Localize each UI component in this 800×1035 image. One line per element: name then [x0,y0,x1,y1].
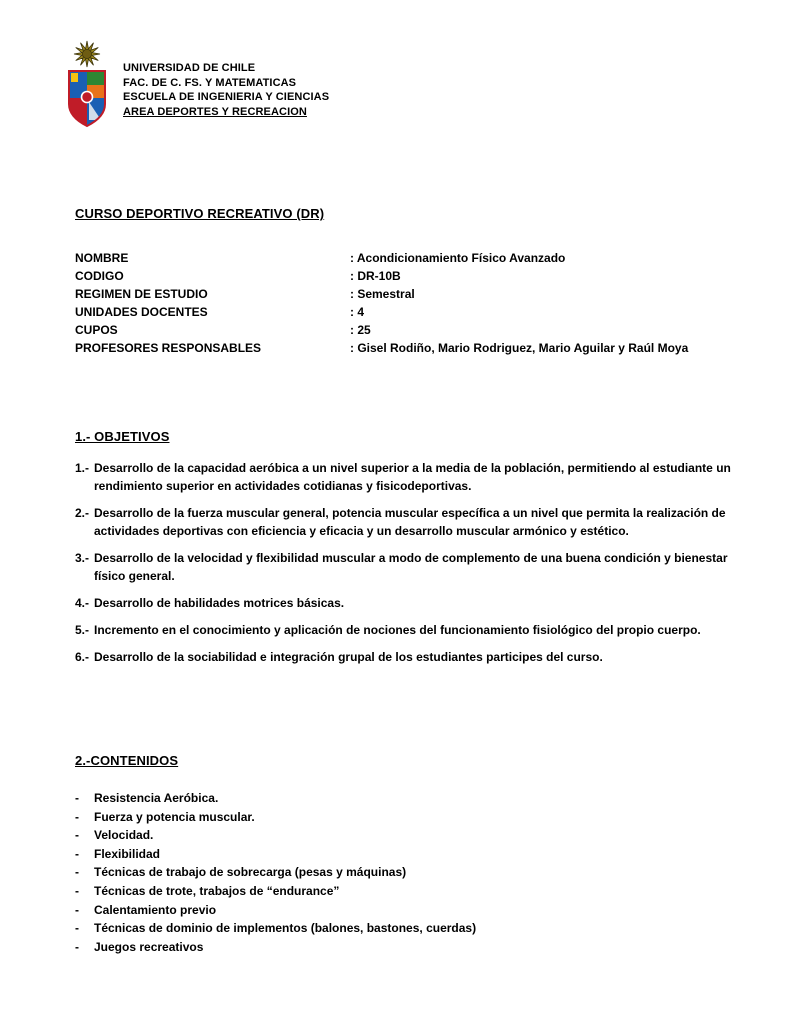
content-item [75,901,755,920]
objective-text: Desarrollo de la sociabilidad e integración grupal de los estudiantes participes del curso. [94,650,603,664]
content-bullet: - [75,902,79,917]
field-value: : Semestral [350,287,415,301]
field-label: CUPOS [75,323,118,337]
objective-item [75,459,755,495]
field-row-regimen [75,285,765,303]
field-row-profesores [75,339,765,357]
objective-marker: 3.- [75,551,90,565]
content-bullet: - [75,865,79,880]
content-text: Juegos recreativos [94,939,204,954]
content-bullet: - [75,809,79,824]
content-bullet: - [75,939,79,954]
content-item [75,826,755,845]
content-text: Técnicas de trabajo de sobrecarga (pesas y máquinas) [94,865,407,880]
objective-item [75,594,755,612]
objective-marker: 1.- [75,461,90,475]
section-objetivos [75,429,755,675]
content-bullet: - [75,846,79,861]
section-contenidos [75,753,755,956]
objective-text: Desarrollo de la capacidad aeróbica a un nivel superior a la media de la población, permitiendo al estudiante un rendimiento superior en actividades cotidianas y fisicodeportivas. [94,461,731,493]
field-row-codigo [75,267,765,285]
content-text: Flexibilidad [94,846,161,861]
field-value: : DR-10B [350,269,401,283]
content-text: Calentamiento previo [94,902,217,917]
content-item [75,882,755,901]
field-value: : Gisel Rodiño, Mario Rodriguez, Mario Aguilar y Raúl Moya [350,341,689,355]
content-text: Técnicas de trote, trabajos de “endurance” [94,883,340,898]
content-item [75,845,755,864]
university-crest-icon [60,40,114,132]
field-label: CODIGO [75,269,124,283]
objective-item [75,621,755,639]
objective-text: Desarrollo de habilidades motrices básicas. [94,596,345,610]
letterhead-line-school: ESCUELA DE INGENIERIA Y CIENCIAS [123,91,330,104]
field-label: UNIDADES DOCENTES [75,305,208,319]
objective-marker: 6.- [75,650,90,664]
field-row-unidades [75,303,765,321]
field-label: REGIMEN DE ESTUDIO [75,287,208,301]
content-bullet: - [75,921,79,936]
content-text: Técnicas de dominio de implementos (balones, bastones, cuerdas) [94,921,477,936]
document-title: CURSO DEPORTIVO RECREATIVO (DR) [75,206,325,221]
content-item [75,919,755,938]
objective-item [75,549,755,585]
objective-text: Desarrollo de la velocidad y flexibilidad muscular a modo de complemento de una buena condición y bienestar físico general. [94,551,728,583]
field-row-cupos [75,321,765,339]
content-text: Fuerza y potencia muscular. [94,809,255,824]
objective-item [75,648,755,666]
letterhead-text [123,40,329,119]
field-label: PROFESORES RESPONSABLES [75,341,262,355]
field-value: : 25 [350,323,371,337]
content-bullet: - [75,883,79,898]
objective-text: Incremento en el conocimiento y aplicación de nociones del funcionamiento fisiológico del propio cuerpo. [94,623,701,637]
letterhead-line-university: UNIVERSIDAD DE CHILE [123,62,256,74]
content-item [75,789,755,808]
field-label: NOMBRE [75,251,129,265]
content-item [75,808,755,827]
objective-marker: 2.- [75,506,90,520]
letterhead [60,40,329,132]
content-item [75,938,755,957]
content-item [75,863,755,882]
field-value: : 4 [350,305,365,319]
field-row-nombre [75,249,765,267]
objective-item [75,504,755,540]
letterhead-line-department: AREA DEPORTES Y RECREACION [123,105,307,118]
course-info-fields [75,249,765,357]
content-text: Resistencia Aeróbica. [94,791,219,805]
objective-marker: 5.- [75,623,90,637]
letterhead-line-faculty: FAC. DE C. FS. Y MATEMATICAS [123,76,297,89]
section-heading-contenidos: 2.-CONTENIDOS [75,753,179,768]
objective-marker: 4.- [75,596,90,610]
section-heading-objetivos: 1.- OBJETIVOS [75,429,170,444]
content-text: Velocidad. [94,828,154,843]
objective-text: Desarrollo de la fuerza muscular general, potencia muscular específica a un nivel que permita la realización de actividades deportivas con eficiencia y eficacia y un desarrollo muscular armónico y estético. [94,506,726,538]
content-bullet: - [75,791,79,805]
field-value: : Acondicionamiento Físico Avanzado [350,251,566,265]
content-bullet: - [75,828,79,843]
